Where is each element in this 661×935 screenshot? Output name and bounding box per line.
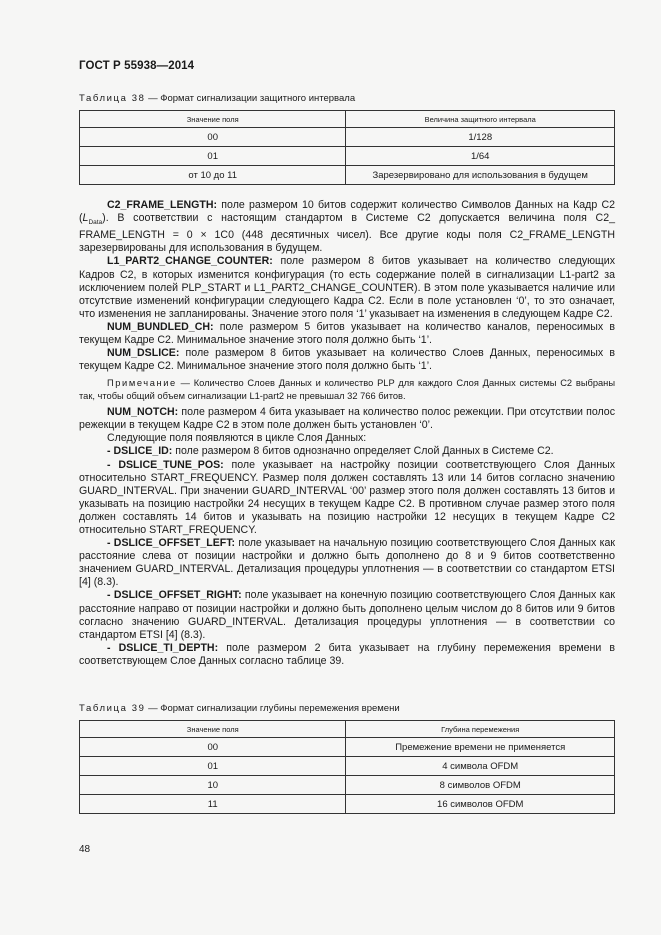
meaning-cell: 8 символов OFDM [346, 776, 615, 795]
column-header: Глубина перемежения [346, 721, 615, 738]
meaning-cell: Премежение времени не применяется [346, 738, 615, 757]
table-row [80, 128, 615, 147]
note: Примечание — Количество Слоев Данных и количество PLP для каждого Слоя Данных системы C2 выбраны так, чтобы общий объем сигнализации L1-part2 не превышал 32 766 битов. [79, 378, 615, 401]
term: - DSLICE_TI_DEPTH: [107, 641, 219, 654]
paragraph-num-dslice: NUM_DSLICE: поле размером 8 битов указывает на количество Слоев Данных, переносимых в текущем Кадре С2. Минимальное значение этого поля должно быть ‘1’. [79, 347, 615, 373]
meaning-cell: 4 символа OFDM [346, 757, 615, 776]
table-39-caption [79, 703, 400, 714]
table-39 [79, 720, 615, 814]
table-39-label: Таблица 39 [79, 703, 146, 714]
meaning-cell: 16 символов OFDM [346, 795, 615, 814]
table-row [80, 795, 615, 814]
column-header: Значение поля [80, 111, 346, 128]
table-39-title: — Формат сигнализации глубины перемежения времени [145, 703, 400, 714]
page-number: 48 [79, 844, 91, 855]
list-item-dslice-ti-depth: - DSLICE_TI_DEPTH: поле размером 2 бита указывает на глубину перемежения времени в соответствующем Слое Данных согласно таблице 39. [79, 641, 616, 667]
paragraph-num-notch: NUM_NOTCH: поле размером 4 бита указывает на количество полос режекции. При отсутствии полос режекции в текущем Кадре С2 в этом поле должен быть установлен ‘0’. [79, 406, 615, 432]
field-value-cell: 10 [80, 776, 346, 795]
list-item-dslice-tune-pos: - DSLICE_TUNE_POS: поле указывает на настройку позиции соответствующего Слоя Данных относительно START_FREQUENCY. Размер поля должен составлять 13 или 14 битов согласно значению GUARD_INTERVAL. При значении GUARD_INTERVAL ‘00’ размер этого поля должен составлять 13 битов и указывать на позицию настройки 24 несущих в текущем Кадре С2. В противном случае размер этого поля должен составлять 14 битов и указывать на позицию настройки 12 несущих в текущем Кадре С2 относительно START_FREQUENCY. [79, 458, 615, 536]
table-38-label: Таблица 38 [79, 93, 146, 104]
field-value-cell: 00 [80, 738, 346, 757]
paragraph-num-bundled-ch: NUM_BUNDLED_CH: поле размером 5 битов указывает на количество каналов, переносимых в текущем Кадре С2. Минимальное значение этого поля должно быть ‘1’. [79, 320, 615, 347]
field-value-cell: 11 [80, 795, 346, 814]
table-header-row [80, 111, 615, 128]
meaning-cell: 1/64 [346, 147, 615, 166]
table-header-row [80, 721, 615, 738]
table-38-title: — Формат сигнализации защитного интервала [145, 93, 356, 104]
column-header: Значение поля [80, 721, 346, 738]
standard-header: ГОСТ Р 55938—2014 [79, 60, 195, 72]
column-header: Величина защитного интервала [346, 111, 615, 128]
meaning-cell: Зарезервировано для использования в будущем [346, 166, 615, 185]
table-row [80, 147, 615, 166]
term: L1_PART2_CHANGE_COUNTER: [107, 255, 273, 268]
term: - DSLICE_OFFSET_LEFT: [107, 537, 236, 550]
term: NUM_DSLICE: [107, 347, 180, 360]
list-item-dslice-offset-right: - DSLICE_OFFSET_RIGHT: поле указывает на конечную позицию соответствующего Слоя Данных как расстояние направо от позиции настройки и должно быть дополнено целым числом до 8 битов или 9 битов согласно значению GUARD_INTERVAL. Детализация процедуры уплотнения — в соответствии со стандартом ETSI [4] (8.3). [79, 589, 615, 641]
table-row [80, 757, 615, 776]
paragraph-cycle-intro: Следующие поля появляются в цикле Слоя Данных: [107, 432, 367, 445]
table-38-caption [79, 93, 355, 104]
body-text [79, 199, 615, 668]
field-value-cell: от 10 до 11 [80, 166, 346, 185]
table-38 [79, 110, 615, 185]
term: - DSLICE_ID: [107, 445, 173, 458]
meaning-cell: 1/128 [346, 128, 615, 147]
term: NUM_BUNDLED_CH: [107, 320, 214, 333]
term: - DSLICE_OFFSET_RIGHT: [107, 589, 242, 602]
field-value-cell: 00 [80, 128, 346, 147]
table-row [80, 166, 615, 185]
list-item-dslice-id: - DSLICE_ID: поле размером 8 битов однозначно определяет Слой Данных в Системе С2. [107, 445, 554, 458]
field-value-cell: 01 [80, 757, 346, 776]
list-item-dslice-offset-left: - DSLICE_OFFSET_LEFT: поле указывает на начальную позицию соответствующего Слоя Данных как расстояние слева от позиции настройки и должно быть дополнено до 8 и 9 битов соответственно значением GUARD_INTERVAL. Детализация процедуры уплотнения — в соответствии со стандартом ETSI [4] (8.3). [79, 537, 615, 589]
paragraph-c2-frame-length: C2_FRAME_LENGTH: поле размером 10 битов содержит количество Символов Данных на Кадр C2 $(L_{Data})$. В соответствии с настоящим стандартом в Системе С2 допускается величина поля C2_ FRAME_LENGTH = 0 × 1С0 (448 десятичных чисел). Все другие коды поля C2_FRAME_LENGTH зарезервированы для использования в будущем. [79, 199, 615, 255]
table-row [80, 738, 615, 757]
note-label: Примечание [107, 378, 177, 389]
paragraph-l1-part2-change-counter: L1_PART2_CHANGE_COUNTER: поле размером 8 битов указывает на количество следующих Кадров С2, в которых изменится конфигурация (то есть содержание полей в сигнализации L1-part2 за исключением полей PLP_START и L1_PART2_CHANGE_COUNTER). В этом поле указывается наличие или отсутствие изменений конфигурации следующего Кадра С2. Если в поле установлен ‘0’, то это означает, что изменения не запланированы. Значение этого поля ‘1’ указывает на изменения в следующем Кадре С2. [79, 255, 615, 320]
field-value-cell: 01 [80, 147, 346, 166]
term: C2_FRAME_LENGTH: [107, 199, 218, 211]
table-row [80, 776, 615, 795]
term: - DSLICE_TUNE_POS: [107, 458, 224, 471]
term: NUM_NOTCH: [107, 406, 179, 419]
